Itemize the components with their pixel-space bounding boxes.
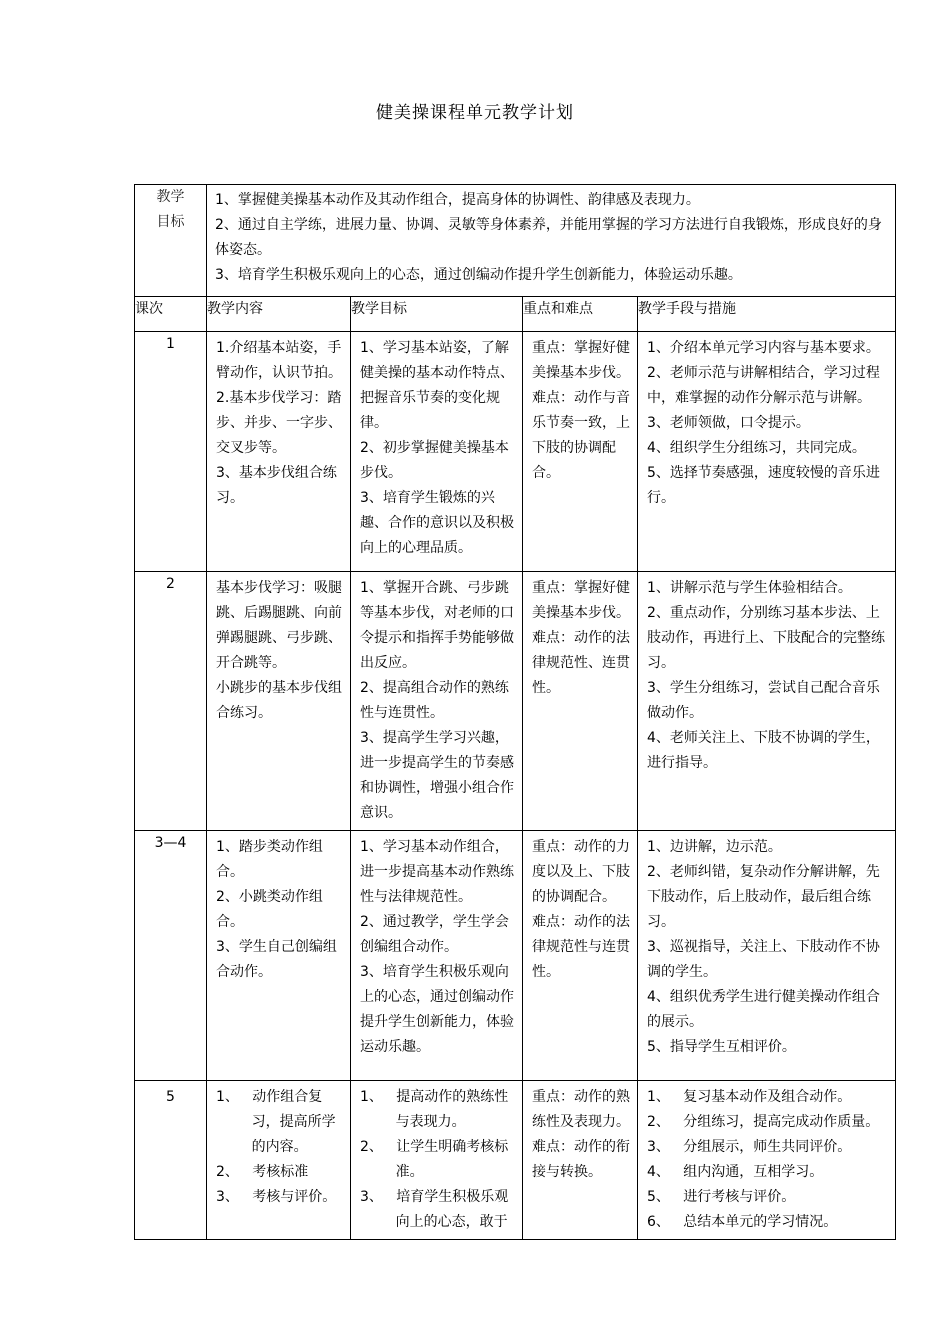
- table-row: [135, 831, 896, 1081]
- objectives-text: 1、学习基本动作组合，进一步提高基本动作熟练性与法律规范性。 2、通过教学，学生学会创编组合动作。 3、培育学生积极乐观向上的心态，通过创编动作提升学生创新能力，体验运动乐趣。: [360, 839, 514, 1055]
- page-title: 健美操课程单元教学计划: [376, 103, 574, 123]
- content-cell: [207, 1081, 351, 1240]
- content-cell: [207, 831, 351, 1081]
- table-row: [135, 572, 896, 831]
- content-text: 1.介绍基本站姿，手臂动作，认识节拍。 2.基本步伐学习：踏步、并步、一字步、交叉步等。 3、基本步伐组合练习。: [216, 340, 342, 506]
- content-cell: [207, 572, 351, 831]
- goals-text: 1、掌握健美操基本动作及其动作组合，提高身体的协调性、韵律感及表现力。 2、通过自主学练，进展力量、协调、灵敏等身体素养，并能用掌握的学习方法进行自我锻炼，形成良好的身体姿态。 3、培育学生积极乐观向上的心态，通过创编动作提升学生创新能力，体验运动乐趣。: [215, 192, 882, 283]
- content-cell: [207, 332, 351, 572]
- lesson-number: 5: [135, 1081, 207, 1240]
- objectives-cell: [351, 1081, 523, 1240]
- key-points-cell: [523, 1081, 638, 1240]
- lesson-number: 1: [135, 332, 207, 572]
- goals-text-cell: [207, 185, 896, 297]
- content-text: 1、 动作组合复 习，提高所学 的内容。 2、 考核标准 3、 考核与评价。: [216, 1089, 337, 1205]
- methods-cell: [638, 1081, 896, 1240]
- header-key-points: 重点和难点: [523, 297, 638, 332]
- objectives-cell: [351, 831, 523, 1081]
- key-points-cell: [523, 332, 638, 572]
- lesson-number: 2: [135, 572, 207, 831]
- objectives-text: 1、学习基本站姿，了解健美操的基本动作特点、把握音乐节奏的变化规律。 2、初步掌握健美操基本步伐。 3、培育学生锻炼的兴趣、合作的意识以及积极向上的心理品质。: [360, 340, 514, 556]
- objectives-cell: [351, 572, 523, 831]
- methods-text: 1、讲解示范与学生体验相结合。 2、重点动作，分别练习基本步法、上肢动作，再进行上、下肢配合的完整练习。 3、学生分组练习，尝试自己配合音乐做动作。 4、老师关注上、下肢不协调的学生，进行指导。: [647, 580, 885, 771]
- header-lesson: 课次: [135, 297, 207, 332]
- header-methods: 教学手段与措施: [638, 297, 896, 332]
- objectives-text: 1、掌握开合跳、弓步跳等基本步伐，对老师的口令提示和指挥手势能够做出反应。 2、提高组合动作的熟练性与连贯性。 3、提高学生学习兴趣，进一步提高学生的节奏感和协调性，增强小组合作意识。: [360, 580, 514, 821]
- content-text: 基本步伐学习：吸腿跳、后踢腿跳、向前弹踢腿跳、弓步跳、开合跳等。 小跳步的基本步伐组合练习。: [216, 580, 342, 721]
- methods-text: 1、 复习基本动作及组合动作。 2、 分组练习，提高完成动作质量。 3、 分组展示，师生共同评价。 4、 组内沟通，互相学习。 5、 进行考核与评价。 6、 总结本单元的学习情况。: [647, 1089, 880, 1230]
- goals-label-line1: 教学: [156, 189, 185, 205]
- key-points-text: 重点：掌握好健美操基本步伐。 难点：动作的法律规范性、连贯性。: [532, 580, 630, 696]
- header-content: 教学内容: [207, 297, 351, 332]
- key-points-cell: [523, 831, 638, 1081]
- key-points-cell: [523, 572, 638, 831]
- methods-text: 1、介绍本单元学习内容与基本要求。 2、老师示范与讲解相结合，学习过程中，难掌握的动作分解示范与讲解。 3、老师领做，口令提示。 4、组织学生分组练习，共同完成。 5、选择节奏感强，速度较慢的音乐进行。: [647, 340, 880, 506]
- lesson-number: 3—4: [135, 831, 207, 1081]
- goals-label-line2: 目标: [156, 214, 185, 230]
- objectives-text: 1、 提高动作的熟练性 与表现力。 2、 让学生明确考核标 准。 3、 培育学生积极乐观 向上的心态，敢于: [360, 1089, 509, 1230]
- header-objectives: 教学目标: [351, 297, 523, 332]
- methods-cell: [638, 831, 896, 1081]
- goals-row: [135, 185, 896, 297]
- methods-text: 1、边讲解，边示范。 2、老师纠错，复杂动作分解讲解，先下肢动作，后上肢动作，最后组合练习。 3、巡视指导，关注上、下肢动作不协调的学生。 4、组织优秀学生进行健美操动作组合的展示。 5、指导学生互相评价。: [647, 839, 880, 1055]
- content-text: 1、踏步类动作组合。 2、小跳类动作组合。 3、学生自己创编组合动作。: [216, 839, 337, 980]
- goals-label-cell: [135, 185, 207, 297]
- teaching-plan-table: [134, 184, 896, 1240]
- methods-cell: [638, 572, 896, 831]
- table-row: [135, 1081, 896, 1240]
- key-points-text: 重点：掌握好健美操基本步伐。 难点：动作与音乐节奏一致，上下肢的协调配合。: [532, 340, 630, 481]
- methods-cell: [638, 332, 896, 572]
- header-row: [135, 297, 896, 332]
- objectives-cell: [351, 332, 523, 572]
- table-row: [135, 332, 896, 572]
- key-points-text: 重点：动作的熟练性及表现力。 难点：动作的衔接与转换。: [532, 1089, 630, 1180]
- key-points-text: 重点：动作的力度以及上、下肢的协调配合。 难点：动作的法律规范性与连贯性。: [532, 839, 630, 980]
